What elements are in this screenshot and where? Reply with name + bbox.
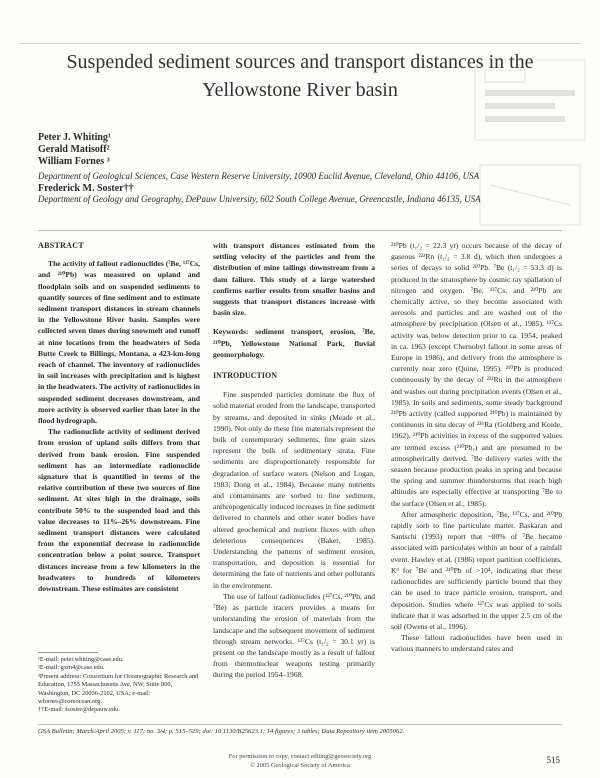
copyright-note: © 2005 Geological Society of America — [250, 761, 350, 769]
author-name: Peter J. Whiting¹ — [38, 132, 111, 143]
author-name: William Fornes ³ — [38, 156, 110, 167]
introduction-heading: INTRODUCTION — [213, 371, 278, 381]
footnote-rule — [38, 652, 98, 653]
page-number: 515 — [546, 755, 560, 765]
copyright-block — [0, 753, 600, 770]
body-paragraph: After atmospheric deposition, ⁷Be, ¹³⁷Cs, and ²¹⁰Pb rapidly sorb to fine particulate matter. Baskaran and Santschi (1993) report that ~80% of ⁷Be became associated with particulates within an hour of a rainfall event. Hawley et al. (1986) report partition coefficients, Kᵈ for ⁷Be and ²¹⁰Pb of >10⁴, indicating that these radionuclides are sufficiently particle bound that they can be used to trace particle erosion, transport, and deposition. Studies where ¹³⁷Cs was applied to soils indicate that it was adsorbed in the upper 2.5 cm of the soil (Owens et al., 1996). — [391, 509, 562, 631]
second-author-block — [38, 183, 481, 205]
footnote: ††E-mail: fsoster@depauw.edu. — [38, 706, 120, 714]
author-block — [38, 132, 479, 182]
article-title: Suspended sediment sources and transport distances in the Yellowstone River basin — [66, 51, 534, 101]
body-paragraph: Fine suspended particles dominate the flux of solid material eroded from the landscape, transported by streams, and deposited in sinks (Meade et al., 1990). Not only do these fine materials represent the bulk of contemporary sediments, fine grain sizes represent the bulk of sedimentary strata. Fine sediments are disproportionately responsible for degradation of surface waters (Nelson and Logan, 1983; Dong et al., 1984). Because many nutrients and contaminants are sorbed to fine sediment, anthropogenically induced increases in fine sediment delivered to channels and other water bodies have altered geochemical and nutrient fluxes with often deleterious consequences (Baker, 1985). Understanding the patterns of sediment erosion, transportation, and deposition is essential for determining the fate of nutrients and other pollutants in the environment. — [213, 390, 375, 590]
abstract-paragraph: The activity of fallout radionuclides (⁷Be, ¹³⁷Cs, and ²¹⁰Pb) was measured on upland and floodplain soils and on suspended sediments to quantify sources of fine sediment and to estimate sediment transport distances in stream channels in the Yellowstone River basin. Samples were collected seven times during snowmelt and runoff at nine locations from the headwaters of Soda Butte Creek to Billings, Montana, a 423-km-long reach of channel. The inventory of radionuclides in soil increases with precipitation and is highest in the headwaters. The activity of radionuclides in suspended sediment decreases downstream, and more activity is observed earlier than later in the flood hydrograph. — [38, 259, 200, 426]
section-rule — [38, 230, 562, 231]
body-paragraph: ²¹⁰Pb (t₁/₂ = 22.3 yr) occurs because of the decay of gaseous ²²²Rn (t₁/₂ = 3.8 d), which then undergoes a series of decays to solid ²¹⁰Pb. ⁷Be (t₁/₂ = 53.3 d) is produced in the stratosphere by cosmic ray spallation of nitrogen and oxygen. ⁷Be, ¹³⁷Cs, and ²¹⁰Pb are chemically active, so they become associated with aerosols and particles and are washed out of the atmosphere by precipitation (Olsen et al., 1985). ¹³⁷Cs activity was below detection prior to ca. 1954, peaked in ca. 1963 (except Chernobyl fallout in some areas of Europe in 1986), and delivery from the atmosphere is currently near zero (Quine, 1995). ²¹⁰Pb is produced continuously by the decay of ²²²Rn in the atmosphere and washes out during precipitation events (Olsen et al., 1985). In soils and sediments, some steady background ²¹⁰Pb activity (called supported ²¹⁰Pb) is maintained by continuous in situ decay of ²²⁶Ra (Goldberg and Koide, 1962). ²¹⁰Pb activities in excess of the supported values are termed excess (²¹⁰Pbₓ) and are presumed to be atmospherically derived. ⁷Be delivery varies with the season because production peaks in spring and because the spring and summer thunderstorms that reach high altitudes are especially effective at transporting ⁷Be to the surface (Olsen et al., 1985). — [391, 241, 562, 508]
column-middle — [213, 240, 375, 681]
author-name: Frederick M. Soster†† — [38, 183, 134, 194]
body-paragraph: These fallout radionuclides have been used in various manners to understand rates and — [391, 633, 562, 654]
author-affiliation: Department of Geological Sciences, Case Western Reserve University, 10900 Euclid Avenue, Cleveland, Ohio 44106, USA — [38, 171, 480, 181]
author-name: Gerald Matisoff² — [38, 144, 110, 155]
header-rule — [20, 43, 580, 44]
footnote: ²E-mail: gxm4@case.edu. — [38, 664, 105, 672]
body-paragraph: The use of fallout radionuclides (¹³⁷Cs, ²¹⁰Pb, and ⁷Be) as particle tracers provides a means for understanding the erosion of materials from the landscape and the subsequent movement of sediment through stream networks. ¹³⁷Cs (t₁/₂ = 30.1 yr) is present on the landscape mostly as a result of fallout from thermonuclear weapons testing primarily during the period 1954–1968. — [213, 591, 375, 680]
abstract-continuation: with transport distances estimated from the settling velocity of the particles and from the distribution of mine tailings downstream from a dam failure. This study of a large watershed confirms earlier results from smaller basins and suggests that transport distances increase with basin size. — [213, 241, 375, 318]
column-right — [391, 240, 562, 655]
footnote: ³Present address: Consortium for Oceanographic Research and Education, 1755 Massachusetts Ave, NW, Suite 800, Washington, DC 20036-2102, USA; e-mail: wfornes@coreocean.org. — [38, 672, 199, 706]
footer-rule — [38, 724, 562, 725]
author-affiliation: Department of Geology and Geography, DePauw University, 602 South College Avenue, Greencastle, Indiana 46135, USA — [38, 194, 481, 204]
abstract-paragraph: The radionuclide activity of sediment derived from erosion of upland soils differs from that derived from bank erosion. Fine suspended sediment has an intermediate radionuclide signature that is quantified in terms of the relative contribution of these two sources of fine sediment. At sites high in the drainage, soils contribute 50% to the suspended load and this value decreases to 11%–26% downstream. Fine sediment transport distances were calculated from the exponential decrease in radionuclide concentration below a point source. Transport distances increase from a few kilometers in the headwaters to hundreds of kilometers downstream. These estimates are consistent — [38, 427, 200, 594]
journal-citation: GSA Bulletin; March/April 2005; v. 117; no. 3/4; p. 515–529; doi: 10.1130/B25623.1; 14 figures; 3 tables; Data Repository item 2005062. — [38, 728, 405, 735]
permission-note: For permission to copy, contact editing@geosociety.org — [228, 753, 372, 760]
keywords: Keywords: sediment transport, erosion, ⁷Be, ²¹⁰Pb, Yellowstone National Park, fluvial geomorphology. — [213, 327, 375, 359]
column-left — [38, 240, 200, 594]
abstract-heading: ABSTRACT — [38, 241, 84, 250]
footnote: ¹E-mail: peter.whiting@case.edu. — [38, 656, 124, 663]
footnotes — [38, 656, 200, 715]
